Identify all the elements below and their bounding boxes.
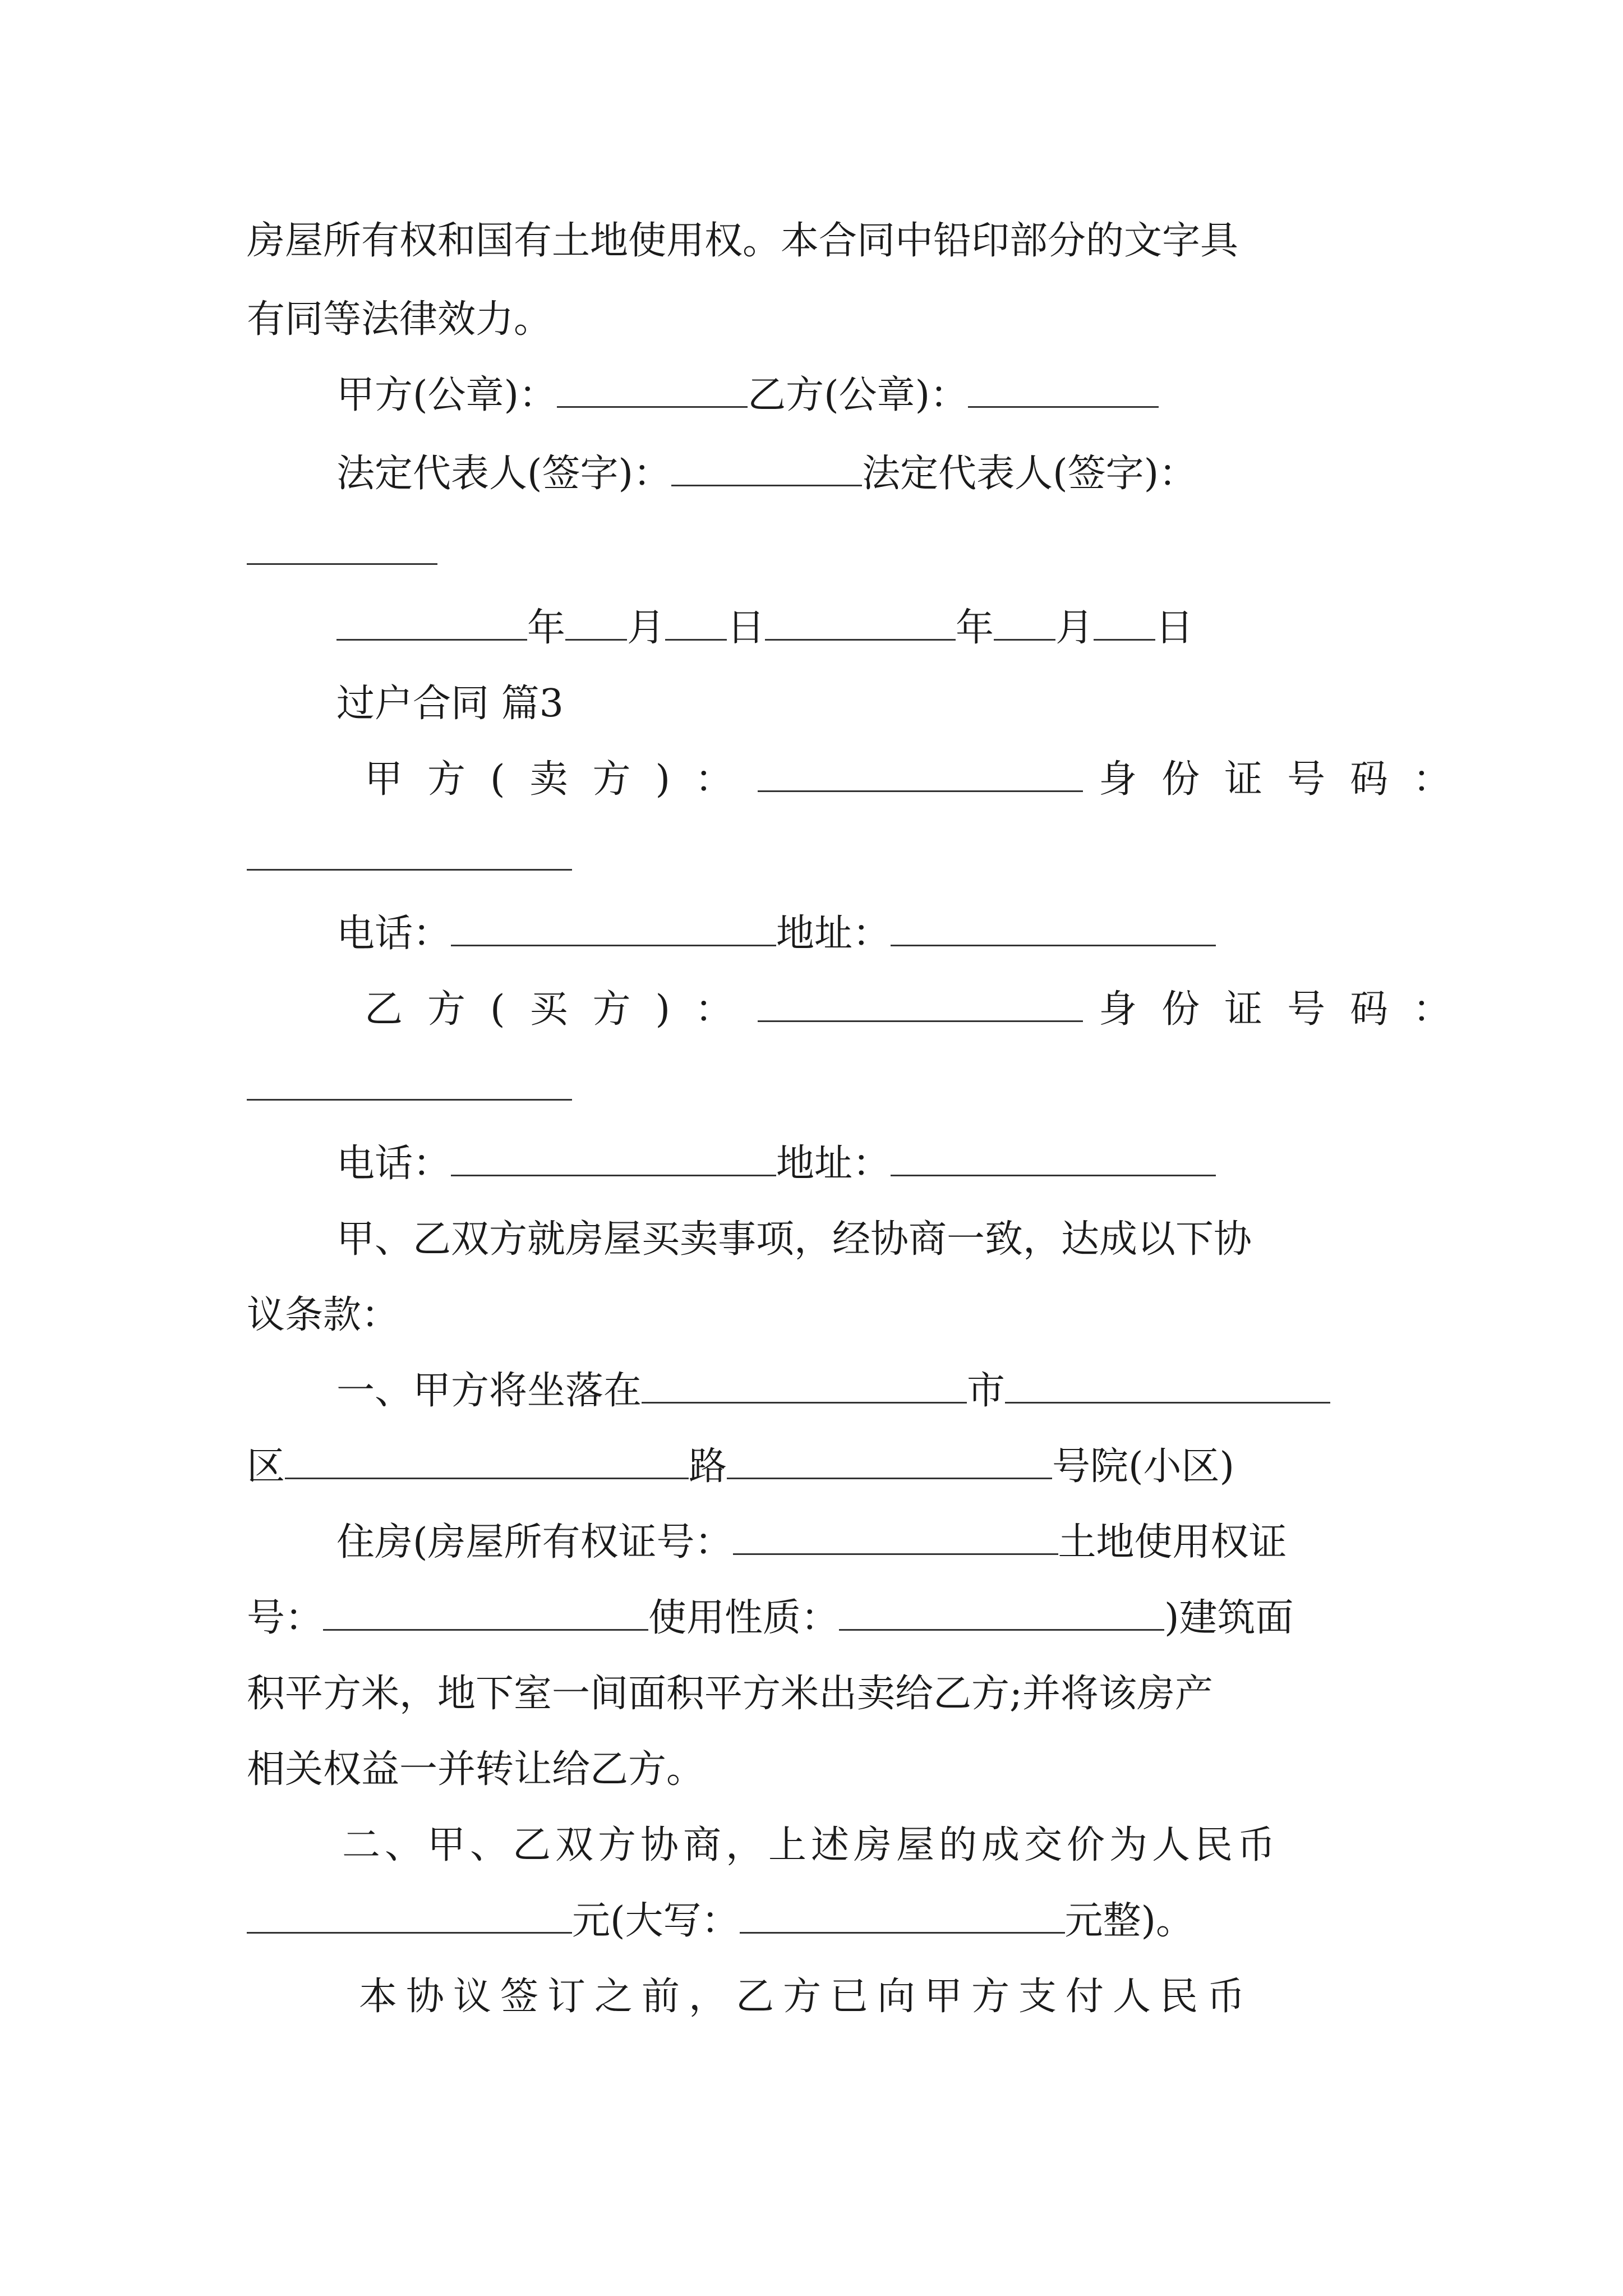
blank-field bbox=[336, 606, 527, 641]
blank-field bbox=[740, 1899, 1065, 1934]
blank-line bbox=[247, 530, 437, 575]
blank-field bbox=[671, 452, 862, 486]
paragraph-line bbox=[247, 1747, 704, 1792]
text: 二、甲、乙双方协商，上述房屋的成交价为人民币 bbox=[342, 1823, 1280, 1867]
blank-field bbox=[994, 606, 1055, 641]
blank-field bbox=[323, 1596, 648, 1631]
blank-field bbox=[285, 1445, 689, 1479]
clause-3-line bbox=[359, 1975, 1254, 2019]
text: 一、甲方将坐落在 bbox=[336, 1369, 642, 1413]
date-line bbox=[336, 606, 1193, 651]
party-a-rep-label: 法定代表人(签字)： bbox=[336, 452, 672, 496]
clause-2-line bbox=[342, 1823, 1280, 1868]
text: 日 bbox=[727, 606, 766, 650]
text: 房屋所有权和国有土地使用权。本合同中铅印部分的文字具 bbox=[247, 219, 1239, 263]
text: )建筑面 bbox=[1164, 1596, 1294, 1640]
text: 年 bbox=[527, 606, 566, 650]
blank-field bbox=[891, 912, 1216, 946]
paragraph-line bbox=[247, 1672, 1213, 1717]
clause-1-line bbox=[247, 1596, 1294, 1641]
seller-label: 甲方(卖方)： bbox=[365, 757, 758, 802]
blank-field bbox=[733, 1521, 1058, 1555]
seller-contact-line bbox=[336, 912, 1216, 956]
blank-field bbox=[727, 1445, 1052, 1479]
blank-field bbox=[565, 606, 627, 641]
text: 区 bbox=[247, 1444, 285, 1489]
seal-line bbox=[336, 373, 1159, 418]
blank-field bbox=[891, 1142, 1216, 1176]
text: 年 bbox=[956, 606, 994, 650]
text: 路 bbox=[689, 1444, 727, 1489]
blank-field bbox=[642, 1369, 967, 1404]
blank-field bbox=[1005, 1369, 1330, 1404]
clause-1-line bbox=[336, 1520, 1287, 1565]
blank-field bbox=[557, 374, 748, 408]
blank-field bbox=[839, 1596, 1164, 1631]
blank-field bbox=[247, 836, 572, 871]
text: 元整)。 bbox=[1064, 1899, 1195, 1943]
text: 使用性质： bbox=[648, 1596, 840, 1640]
id-label: 身份证号码： bbox=[1099, 757, 1476, 802]
blank-field bbox=[451, 912, 776, 946]
text: 号院(小区) bbox=[1052, 1444, 1235, 1489]
text: 相关权益一并转让给乙方。 bbox=[247, 1747, 705, 1792]
clause-1-line bbox=[247, 1444, 1234, 1489]
phone-label: 电话： bbox=[336, 1142, 451, 1186]
text: 本协议签订之前，乙方已向甲方支付人民币 bbox=[359, 1975, 1255, 2019]
heading: 过户合同 篇3 bbox=[336, 682, 564, 726]
blank-line bbox=[247, 1066, 572, 1111]
blank-field bbox=[1094, 606, 1155, 641]
address-label: 地址： bbox=[776, 912, 891, 956]
blank-field bbox=[451, 1142, 776, 1176]
text: 号： bbox=[247, 1596, 324, 1640]
party-b-seal-label: 乙方(公章)： bbox=[748, 373, 969, 417]
clause-1-line bbox=[336, 1369, 1330, 1414]
party-a-seal-label: 甲方(公章)： bbox=[336, 373, 557, 417]
paragraph-line bbox=[247, 1293, 399, 1338]
buyer-label: 乙方(买方)： bbox=[365, 987, 758, 1032]
text: 甲、乙双方就房屋买卖事项，经协商一致，达成以下协 bbox=[336, 1217, 1252, 1262]
representative-line bbox=[336, 452, 1197, 496]
blank-field bbox=[765, 606, 956, 641]
blank-line bbox=[247, 836, 572, 881]
paragraph-line bbox=[247, 219, 1238, 264]
text: 元(大写： bbox=[572, 1899, 740, 1943]
id-label: 身份证号码： bbox=[1099, 987, 1476, 1032]
clause-2-line bbox=[247, 1899, 1194, 1944]
blank-field bbox=[758, 758, 1083, 792]
blank-field bbox=[968, 374, 1159, 408]
text: 月 bbox=[1055, 606, 1094, 650]
paragraph-line bbox=[247, 297, 552, 342]
buyer-contact-line bbox=[336, 1142, 1216, 1186]
section-title bbox=[336, 682, 564, 726]
phone-label: 电话： bbox=[336, 912, 451, 956]
buyer-line bbox=[365, 987, 1476, 1032]
text: 有同等法律效力。 bbox=[247, 297, 552, 342]
text: 积平方米，地下室一间面积平方米出卖给乙方;并将该房产 bbox=[247, 1672, 1213, 1716]
text: 土地使用权证 bbox=[1058, 1520, 1287, 1565]
blank-field bbox=[665, 606, 727, 641]
blank-field bbox=[247, 1899, 572, 1934]
paragraph-line bbox=[336, 1217, 1252, 1262]
text: 日 bbox=[1155, 606, 1194, 650]
text: 月 bbox=[627, 606, 666, 650]
address-label: 地址： bbox=[776, 1142, 891, 1186]
text: 市 bbox=[967, 1369, 1006, 1413]
text: 议条款： bbox=[247, 1293, 400, 1337]
blank-field bbox=[247, 531, 437, 565]
party-b-rep-label: 法定代表人(签字)： bbox=[862, 452, 1197, 496]
blank-field bbox=[247, 1066, 572, 1101]
text: 住房(房屋所有权证号： bbox=[336, 1520, 733, 1565]
blank-field bbox=[758, 988, 1083, 1022]
seller-line bbox=[365, 757, 1476, 802]
